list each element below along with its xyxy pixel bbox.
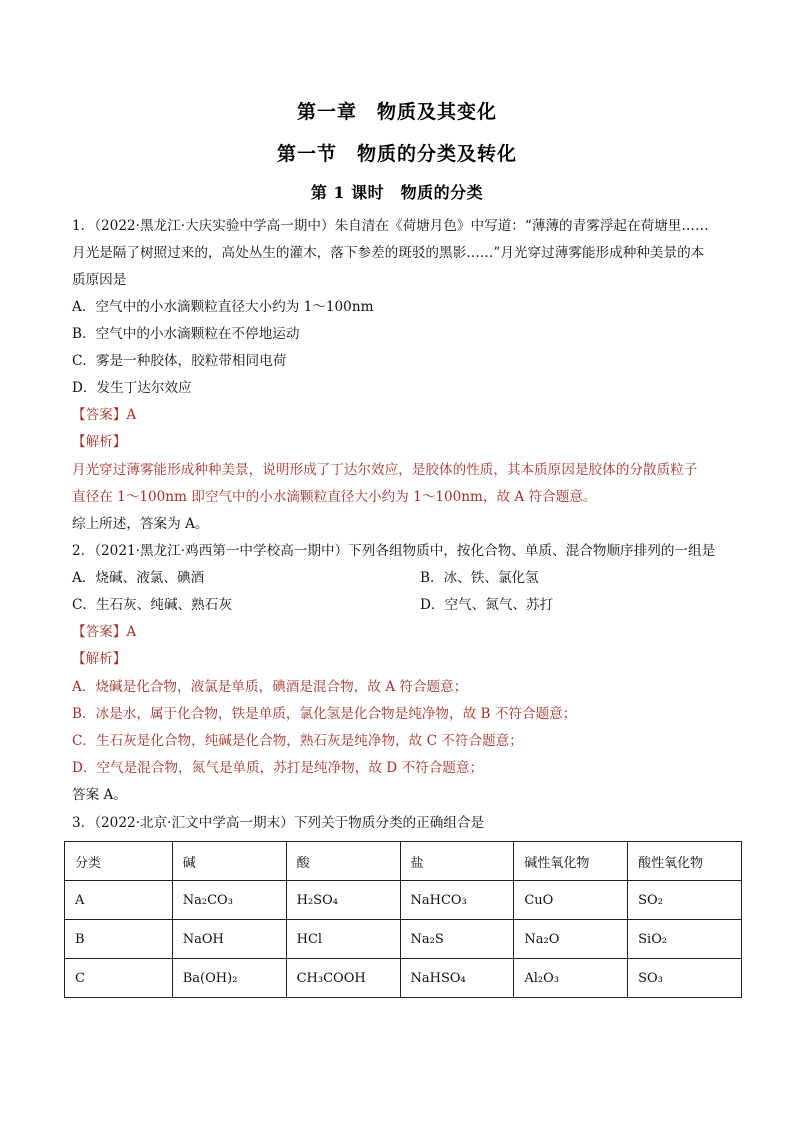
table-cell: SO₂ [628,881,742,920]
q1-stem-line3: 质原因是 [72,272,127,288]
q2-analysis-c: C．生石灰是化合物，纯碱是化合物，熟石灰是纯净物，故 C 不符合题意； [72,733,523,749]
q2-analysis-a: A．烧碱是化合物，液氯是单质，碘酒是混合物，故 A 符合题意； [72,679,468,695]
table-cell: CuO [514,881,628,920]
table-header-row [65,842,742,881]
table-row [65,959,742,998]
q2-options-row1 [72,568,732,588]
classification-table [64,841,742,998]
table-cell: NaOH [172,920,286,959]
q2-option-a: A．烧碱、液氯、碘酒 [72,570,205,586]
q2-stem: 2．（2021·黑龙江·鸡西第一中学校高一期中）下列各组物质中，按化合物、单质、混合物顺序排列的一组是 [72,543,716,559]
table-cell: Na₂S [400,920,514,959]
q1-conclusion: 综上所述，答案为 A。 [72,516,209,532]
table-cell: A [65,881,173,920]
table-cell: B [65,920,173,959]
q2-option-b: B．冰、铁、氯化氢 [420,570,539,586]
table-cell: Na₂O [514,920,628,959]
table-header-cell: 酸 [286,842,400,881]
table-row [65,920,742,959]
q2-answer: 【答案】A [72,624,137,640]
q2-analysis-d: D．空气是混合物，氮气是单质，苏打是纯净物，故 D 不符合题意； [72,760,484,776]
table-header-cell: 分类 [65,842,173,881]
q3-stem: 3．（2022·北京·汇文中学高一期末）下列关于物质分类的正确组合是 [72,815,485,831]
chapter-title: 第一章 物质及其变化 [296,101,497,123]
table-row [65,881,742,920]
table-cell: SiO₂ [628,920,742,959]
q2-analysis-label: 【解析】 [72,651,127,667]
table-cell: Ba(OH)₂ [172,959,286,998]
q2-analysis-b: B．冰是水，属于化合物，铁是单质，氯化氢是化合物是纯净物，故 B 不符合题意； [72,706,577,722]
q1-analysis-line1: 月光穿过薄雾能形成种种美景，说明形成了丁达尔效应，是胶体的性质，其本质原因是胶体的分散质粒子 [72,462,698,478]
table-cell: SO₃ [628,959,742,998]
q2-options-row2 [72,595,732,615]
table-header-cell: 碱性氧化物 [514,842,628,881]
q2-conclusion: 答案 A。 [72,787,127,803]
table-cell: NaHSO₄ [400,959,514,998]
q1-stem-line2: 月光是隔了树照过来的，高处丛生的灌木，落下参差的斑驳的黑影……”月光穿过薄雾能形成种种美景的本 [72,245,705,261]
q1-option-a: A．空气中的小水滴颗粒直径大小约为 1～100nm [72,299,374,315]
table-cell: NaHCO₃ [400,881,514,920]
q1-option-b: B．空气中的小水滴颗粒在不停地运动 [72,326,300,342]
q2-option-d: D．空气、氮气、苏打 [420,597,554,613]
q1-option-d: D．发生丁达尔效应 [72,380,192,396]
table-header-cell: 碱 [172,842,286,881]
table-header-cell: 酸性氧化物 [628,842,742,881]
table-cell: C [65,959,173,998]
lesson-title: 第 1 课时 物质的分类 [310,183,484,202]
table-cell: Al₂O₃ [514,959,628,998]
section-title: 第一节 物质的分类及转化 [276,143,517,165]
table-header-cell: 盐 [400,842,514,881]
table-cell: CH₃COOH [286,959,400,998]
table-cell: HCl [286,920,400,959]
q1-answer: 【答案】A [72,407,137,423]
q2-option-c: C．生石灰、纯碱、熟石灰 [72,597,232,613]
q1-analysis-line2: 直径在 1～100nm 即空气中的小水滴颗粒直径大小约为 1～100nm，故 A 符合题意。 [72,489,597,505]
table-cell: Na₂CO₃ [172,881,286,920]
q1-stem-line1: 1．（2022·黑龙江·大庆实验中学高一期中）朱自清在《荷塘月色》中写道：“薄薄的青雾浮起在荷塘里…… [72,218,709,234]
q1-analysis-label: 【解析】 [72,434,127,450]
q1-option-c: C．雾是一种胶体，胶粒带相同电荷 [72,353,287,369]
table-cell: H₂SO₄ [286,881,400,920]
